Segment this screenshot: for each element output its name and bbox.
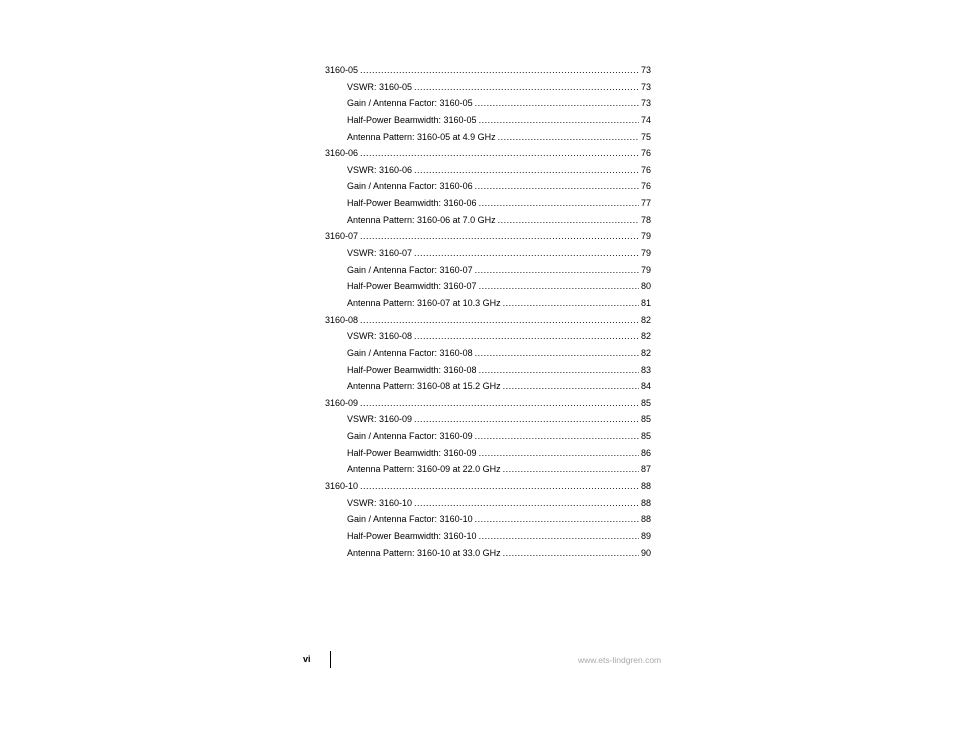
table-of-contents [325,62,651,561]
toc-dot-leader [475,95,639,112]
toc-entry-title: Antenna Pattern: 3160-09 at 22.0 GHz [347,464,501,475]
toc-section-entry[interactable] [325,145,651,162]
toc-dot-leader [503,378,639,395]
toc-entry-title: Half-Power Beamwidth: 3160-06 [347,198,477,209]
toc-subsection-entry[interactable] [325,129,651,146]
toc-entry-page-number: 82 [640,314,651,325]
toc-dot-leader [414,245,639,262]
toc-subsection-entry[interactable] [325,428,651,445]
toc-entry-page-number: 82 [640,331,651,342]
toc-entry-title: Half-Power Beamwidth: 3160-08 [347,364,477,375]
toc-subsection-entry[interactable] [325,212,651,229]
toc-dot-leader [479,528,639,545]
toc-entry-page-number: 85 [640,431,651,442]
toc-entry-title: VSWR: 3160-09 [347,414,413,425]
toc-section-entry[interactable] [325,312,651,329]
toc-entry-page-number: 89 [640,530,651,541]
toc-subsection-entry[interactable] [325,195,651,212]
toc-entry-page-number: 73 [640,98,651,109]
toc-subsection-entry[interactable] [325,162,651,179]
toc-dot-leader [360,228,639,245]
toc-entry-title: VSWR: 3160-07 [347,248,413,259]
toc-dot-leader [475,428,639,445]
toc-entry-page-number: 76 [640,164,651,175]
toc-dot-leader [503,545,639,562]
toc-entry-title: 3160-09 [325,397,359,408]
toc-dot-leader [498,129,639,146]
toc-entry-title: Antenna Pattern: 3160-06 at 7.0 GHz [347,214,496,225]
toc-subsection-entry[interactable] [325,411,651,428]
toc-entry-title: Half-Power Beamwidth: 3160-09 [347,447,477,458]
toc-entry-page-number: 88 [640,514,651,525]
toc-dot-leader [475,178,639,195]
toc-entry-page-number: 73 [640,65,651,75]
toc-dot-leader [479,195,639,212]
toc-entry-page-number: 74 [640,114,651,125]
toc-subsection-entry[interactable] [325,178,651,195]
toc-entry-page-number: 77 [640,198,651,209]
toc-entry-title: 3160-10 [325,481,359,492]
toc-entry-page-number: 78 [640,214,651,225]
toc-entry-page-number: 81 [640,297,651,308]
toc-dot-leader [503,295,639,312]
toc-entry-title: VSWR: 3160-06 [347,164,413,175]
toc-section-entry[interactable] [325,62,651,79]
toc-dot-leader [498,212,639,229]
toc-entry-page-number: 82 [640,347,651,358]
toc-dot-leader [360,62,639,79]
toc-entry-title: Gain / Antenna Factor: 3160-07 [347,264,473,275]
toc-entry-title: Gain / Antenna Factor: 3160-08 [347,347,473,358]
toc-subsection-entry[interactable] [325,445,651,462]
toc-entry-title: Gain / Antenna Factor: 3160-09 [347,431,473,442]
toc-subsection-entry[interactable] [325,362,651,379]
toc-section-entry[interactable] [325,228,651,245]
toc-dot-leader [360,395,639,412]
toc-subsection-entry[interactable] [325,511,651,528]
footer-divider [330,651,331,668]
toc-entry-page-number: 84 [640,381,651,392]
toc-entry-page-number: 87 [640,464,651,475]
toc-entry-title: Antenna Pattern: 3160-10 at 33.0 GHz [347,547,501,558]
toc-entry-title: Antenna Pattern: 3160-08 at 15.2 GHz [347,381,501,392]
toc-subsection-entry[interactable] [325,262,651,279]
toc-dot-leader [503,461,639,478]
toc-entry-page-number: 79 [640,248,651,259]
toc-entry-title: Half-Power Beamwidth: 3160-10 [347,530,477,541]
toc-subsection-entry[interactable] [325,79,651,96]
toc-entry-page-number: 85 [640,397,651,408]
toc-subsection-entry[interactable] [325,245,651,262]
toc-entry-title: Antenna Pattern: 3160-05 at 4.9 GHz [347,131,496,142]
toc-dot-leader [414,328,639,345]
toc-subsection-entry[interactable] [325,278,651,295]
toc-entry-page-number: 76 [640,181,651,192]
toc-entry-page-number: 79 [640,231,651,242]
toc-entry-title: VSWR: 3160-08 [347,331,413,342]
toc-subsection-entry[interactable] [325,345,651,362]
toc-dot-leader [414,411,639,428]
toc-dot-leader [475,262,639,279]
toc-entry-page-number: 86 [640,447,651,458]
toc-entry-page-number: 83 [640,364,651,375]
toc-entry-page-number: 90 [640,547,651,558]
toc-entry-page-number: 80 [640,281,651,292]
toc-dot-leader [479,112,639,129]
toc-entry-page-number: 88 [640,481,651,492]
toc-entry-title: 3160-06 [325,148,359,159]
toc-dot-leader [479,445,639,462]
toc-subsection-entry[interactable] [325,495,651,512]
toc-dot-leader [414,162,639,179]
toc-dot-leader [360,145,639,162]
toc-subsection-entry[interactable] [325,112,651,129]
toc-entry-page-number: 88 [640,497,651,508]
toc-entry-title: VSWR: 3160-10 [347,497,413,508]
toc-subsection-entry[interactable] [325,95,651,112]
toc-dot-leader [360,478,639,495]
footer-page-number: vi [303,654,311,664]
toc-dot-leader [360,312,639,329]
toc-entry-page-number: 73 [640,81,651,92]
toc-entry-title: Half-Power Beamwidth: 3160-05 [347,114,477,125]
toc-entry-title: Half-Power Beamwidth: 3160-07 [347,281,477,292]
toc-entry-title: 3160-05 [325,65,359,75]
toc-subsection-entry[interactable] [325,328,651,345]
toc-entry-page-number: 76 [640,148,651,159]
toc-section-entry[interactable] [325,478,651,495]
toc-entry-title: Gain / Antenna Factor: 3160-05 [347,98,473,109]
toc-entry-page-number: 85 [640,414,651,425]
toc-subsection-entry[interactable] [325,295,651,312]
toc-dot-leader [479,278,639,295]
toc-entry-title: Gain / Antenna Factor: 3160-10 [347,514,473,525]
toc-subsection-entry[interactable] [325,378,651,395]
toc-entry-title: VSWR: 3160-05 [347,81,413,92]
toc-dot-leader [475,345,639,362]
toc-entry-title: 3160-07 [325,231,359,242]
toc-dot-leader [414,79,639,96]
toc-dot-leader [414,495,639,512]
footer-website-link[interactable]: www.ets-lindgren.com [578,655,662,665]
toc-entry-title: Gain / Antenna Factor: 3160-06 [347,181,473,192]
toc-subsection-entry[interactable] [325,528,651,545]
toc-entry-title: 3160-08 [325,314,359,325]
toc-dot-leader [475,511,639,528]
toc-dot-leader [479,362,639,379]
toc-section-entry[interactable] [325,395,651,412]
toc-entry-page-number: 79 [640,264,651,275]
toc-subsection-entry[interactable] [325,545,651,562]
toc-subsection-entry[interactable] [325,461,651,478]
toc-entry-title: Antenna Pattern: 3160-07 at 10.3 GHz [347,297,501,308]
toc-entry-page-number: 75 [640,131,651,142]
